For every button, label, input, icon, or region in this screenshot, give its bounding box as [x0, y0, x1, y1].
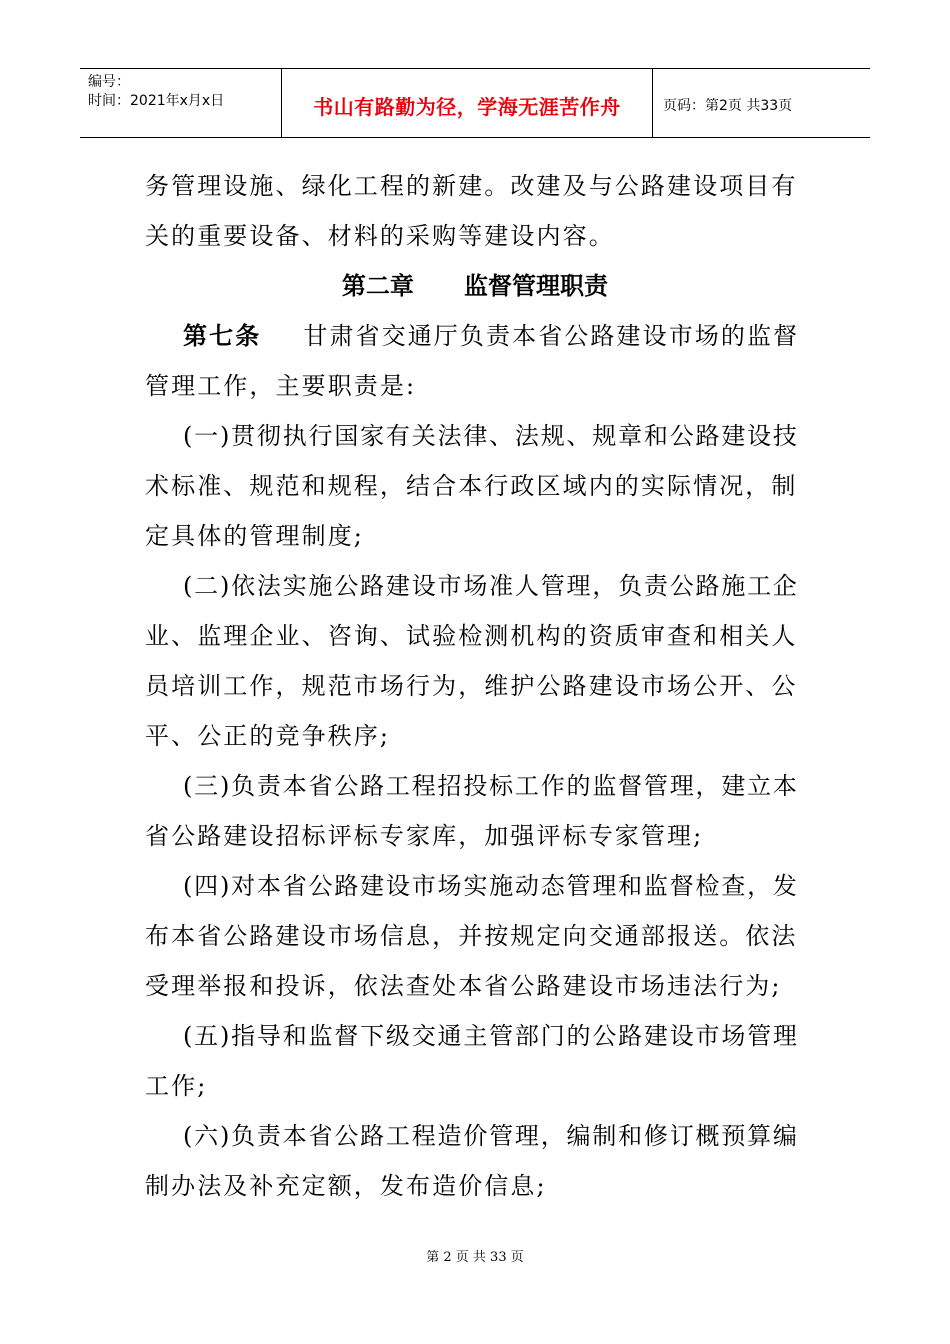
header-page-code: 页码：第2页 共33页 [663, 98, 793, 114]
header-motto: 书山有路勤为径，学海无涯苦作舟 [313, 95, 621, 119]
body-line: 工作; [145, 1072, 208, 1100]
body-line: 平、公正的竞争秩序; [145, 722, 391, 750]
clause-line: (六)负责本省公路工程造价管理，编制和修订概预算编 [183, 1122, 799, 1150]
body-line: 布本省公路建设市场信息，并按规定向交通部报送。依法 [145, 922, 798, 950]
body-line: 定具体的管理制度; [145, 522, 364, 550]
clause-line: (四)对本省公路建设市场实施动态管理和监督检查，发 [183, 872, 799, 900]
body-line: 受理举报和投诉，依法查处本省公路建设市场违法行为; [145, 972, 782, 1000]
body-line: 省公路建设招标评标专家库，加强评标专家管理; [145, 822, 704, 850]
clause-line: (二)依法实施公路建设市场准人管理，负责公路施工企 [183, 572, 799, 600]
article-label: 第七条 [183, 322, 262, 350]
chapter-heading: 第二章 监督管理职责 [341, 272, 609, 300]
page-footer: 第 2 页 共 33 页 [426, 1250, 524, 1265]
header-info-cell [80, 69, 282, 137]
clause-line: (五)指导和监督下级交通主管部门的公路建设市场管理 [183, 1022, 799, 1050]
body-line: 务管理设施、绿化工程的新建。改建及与公路建设项目有 [145, 172, 798, 200]
article-text: 甘肃省交通厅负责本省公路建设市场的监督 [303, 322, 800, 350]
body-line: 关的重要设备、材料的采购等建设内容。 [145, 222, 615, 250]
header-page-cell [653, 69, 870, 137]
clause-line: (三)负责本省公路工程招投标工作的监督管理，建立本 [183, 772, 799, 800]
document-number-label: 编号： [88, 74, 130, 90]
page-header [80, 68, 870, 138]
document-date: 时间：2021年x月x日 [88, 93, 225, 109]
article-first-line [183, 316, 799, 356]
body-line: 业、监理企业、咨询、试验检测机构的资质审查和相关人 [145, 622, 798, 650]
body-line: 员培训工作，规范市场行为，维护公路建设市场公开、公 [145, 672, 798, 700]
body-line: 制办法及补充定额，发布造价信息; [145, 1172, 547, 1200]
body-line: 术标准、规范和规程，结合本行政区域内的实际情况，制 [145, 472, 798, 500]
body-line: 管理工作，主要职责是: [145, 372, 417, 400]
header-motto-cell [282, 69, 653, 137]
clause-line: (一)贯彻执行国家有关法律、法规、规章和公路建设技 [183, 422, 799, 450]
